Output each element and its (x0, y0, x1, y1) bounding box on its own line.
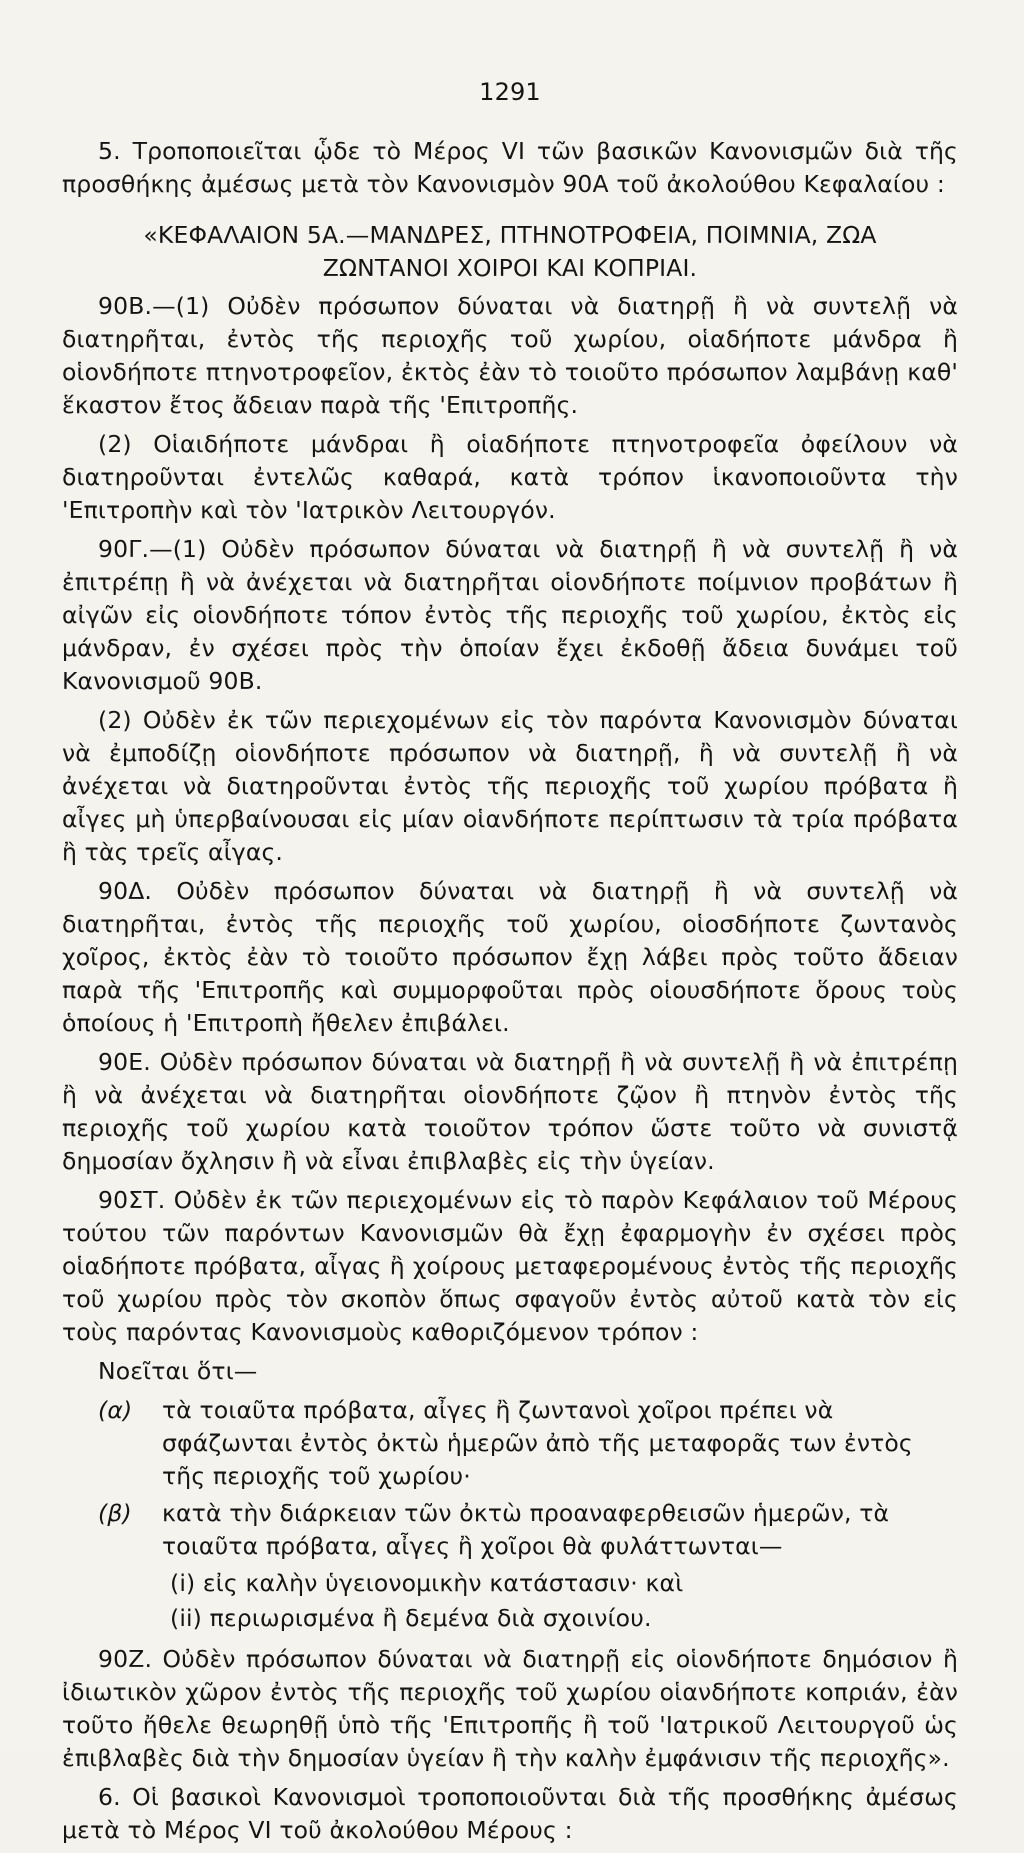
regulation-90z: 90Ζ. Οὐδὲν πρόσωπον δύναται νὰ διατηρῇ εἰς οἱονδήποτε δημόσιον ἢ ἰδιωτικὸν χῶρον ἐντὸς τῆς περιοχῆς τοῦ χωρίου οἱανδήποτε κοπριάν, ἐὰν τοῦτο ἤθελε θεωρηθῇ ὑπὸ τῆς 'Επιτροπῆς ἢ τοῦ 'Ιατρικοῦ Λειτουργοῦ ὡς ἐπιβλαβὲς διὰ τὴν δημοσίαν ὑγείαν ἢ τὴν καλὴν ἐμφάνισιν τῆς περιοχῆς». (62, 1645, 958, 1772)
chapter-heading-line-1: «ΚΕΦΑΛΑΙΟΝ 5Α.—ΜΑΝΔΡΕΣ, ΠΤΗΝΟΤΡΟΦΕΙΑ, ΠΟΙΜΝΙΑ, ΖΩΑ (143, 221, 877, 249)
chapter-heading-line-2: ΖΩΝΤΑΝΟΙ ΧΟΙΡΟΙ ΚΑΙ ΚΟΠΡΙΑΙ. (322, 254, 698, 282)
regulation-90b-1: 90Β.—(1) Οὐδὲν πρόσωπον δύναται νὰ διατηρῇ ἢ νὰ συντελῇ νὰ διατηρῆται, ἐντὸς τῆς περιοχῆς τοῦ χωρίου, οἱαδήποτε μάνδρα ἢ οἱονδήποτε πτηνοτροφεῖον, ἐκτὸς ἐὰν τὸ τοιοῦτο πρόσωπον λαμβάνῃ καθ' ἕκαστον ἔτος ἄδειαν παρὰ τῆς 'Επιτροπῆς. (62, 292, 958, 419)
proviso-item-a-label: (α) (98, 1396, 133, 1424)
proviso-item-b (98, 1497, 958, 1563)
regulation-90d: 90Δ. Οὐδὲν πρόσωπον δύναται νὰ διατηρῇ ἢ νὰ συντελῇ νὰ διατηρῆται, ἐντὸς τῆς περιοχῆς τοῦ χωρίου, οἱοσδήποτε ζωντανὸς χοῖρος, ἐκτὸς ἐὰν τὸ τοιοῦτο πρόσωπον ἔχῃ λάβει πρὸς τοῦτο ἄδειαν παρὰ τῆς 'Επιτροπῆς καὶ συμμορφοῦται πρὸς οἱουσδήποτε ὅρους τοὺς ὁποίους ἡ 'Επιτροπὴ ἤθελεν ἐπιβάλει. (62, 877, 958, 1037)
regulation-90st: 90ΣΤ. Οὐδὲν ἐκ τῶν περιεχομένων εἰς τὸ παρὸν Κεφάλαιον τοῦ Μέρους τούτου τῶν παρόντων Κανονισμῶν θὰ ἔχῃ ἐφαρμογὴν ἐν σχέσει πρὸς οἱαδήποτε πρόβατα, αἶγας ἢ χοίρους μεταφερομένους ἐντὸς τῆς περιοχῆς τοῦ χωρίου πρὸς τὸν σκοπὸν ὅπως σφαγοῦν ἐντὸς αὐτοῦ κατὰ τὸν εἰς τοὺς παρόντας Κανονισμοὺς καθοριζόμενον τρόπον : (62, 1186, 958, 1346)
proviso-item-a-text: τὰ τοιαῦτα πρόβατα, αἶγες ἢ ζωντανοὶ χοῖροι πρέπει νὰ σφάζωνται ἐντὸς ὀκτὼ ἡμερῶν ἀπὸ τῆς μεταφορᾶς των ἐντὸς τῆς περιοχῆς τοῦ χωρίου· (162, 1396, 913, 1490)
proviso-intro: Νοεῖται ὅτι— (98, 1357, 258, 1385)
regulation-90g-1: 90Γ.—(1) Οὐδὲν πρόσωπον δύναται νὰ διατηρῇ ἢ νὰ συντελῇ ἢ νὰ ἐπιτρέπῃ ἢ νὰ ἀνέχεται νὰ διατηρῆται οἱονδήποτε ποίμνιον προβάτων ἢ αἰγῶν εἰς οἱονδήποτε τόπον ἐντὸς τῆς περιοχῆς τοῦ χωρίου, ἐκτὸς εἰς μάνδραν, ἐν σχέσει πρὸς τὴν ὁποίαν ἔχει ἐκδοθῇ ἄδεια δυνάμει τοῦ Κανονισμοῦ 90Β. (62, 535, 958, 695)
proviso-item-a (98, 1394, 958, 1493)
proviso-subitem-i: (i) εἰς καλὴν ὑγειονομικὴν κατάστασιν· καὶ (170, 1569, 684, 1597)
regulation-90b-2: (2) Οἱαιδήποτε μάνδραι ἢ οἱαδήποτε πτηνοτροφεῖα ὀφείλουν νὰ διατηροῦνται ἐντελῶς καθαρά, κατὰ τρόπον ἱκανοποιοῦντα τὴν 'Επιτροπὴν καὶ τὸν 'Ιατρικὸν Λειτουργόν. (62, 430, 958, 524)
proviso-item-b-text: κατὰ τὴν διάρκειαν τῶν ὀκτὼ προαναφερθεισῶν ἡμερῶν, τὰ τοιαῦτα πρόβατα, αἶγες ἢ χοῖροι θὰ φυλάττωνται— (162, 1499, 890, 1560)
amendment-intro: 5. Τροποποιεῖται ᾧδε τὸ Μέρος VI τῶν βασικῶν Κανονισμῶν διὰ τῆς προσθήκης ἀμέσως μετὰ τὸν Κανονισμὸν 90Α τοῦ ἀκολούθου Κεφαλαίου : (62, 137, 958, 198)
proviso-item-b-label: (β) (98, 1499, 132, 1527)
chapter-heading (62, 219, 958, 285)
amendment-6: 6. Οἱ βασικοὶ Κανονισμοὶ τροποποιοῦνται διὰ τῆς προσθήκης ἀμέσως μετὰ τὸ Μέρος VI τοῦ ἀκολούθου Μέρους : (62, 1783, 958, 1844)
proviso-subitems (170, 1567, 958, 1635)
proviso-subitem-ii: (ii) περιωρισμένα ἢ δεμένα διὰ σχοινίου. (170, 1604, 652, 1632)
document-content (62, 76, 958, 1853)
page-number: 1291 (479, 78, 541, 106)
regulation-90e: 90Ε. Οὐδὲν πρόσωπον δύναται νὰ διατηρῇ ἢ νὰ συντελῇ ἢ νὰ ἐπιτρέπῃ ἢ νὰ ἀνέχεται νὰ διατηρῆται οἱονδήποτε ζῷον ἢ πτηνὸν ἐντὸς τῆς περιοχῆς τοῦ χωρίου κατὰ τοιοῦτον τρόπον ὥστε τοῦτο νὰ συνιστᾷ δημοσίαν ὄχλησιν ἢ νὰ εἶναι ἐπιβλαβὲς εἰς τὴν ὑγείαν. (62, 1048, 958, 1175)
regulation-90g-2: (2) Οὐδὲν ἐκ τῶν περιεχομένων εἰς τὸν παρόντα Κανονισμὸν δύναται νὰ ἐμποδίζῃ οἱονδήποτε πρόσωπον νὰ διατηρῇ, ἢ νὰ συντελῇ ἢ νὰ ἀνέχεται νὰ διατηροῦνται ἐντὸς τῆς περιοχῆς τοῦ χωρίου πρόβατα ἢ αἶγες μὴ ὑπερβαίνουσαι εἰς μίαν οἱανδήποτε περίπτωσιν τὰ τρία πρόβατα ἢ τὰς τρεῖς αἶγας. (62, 706, 958, 866)
